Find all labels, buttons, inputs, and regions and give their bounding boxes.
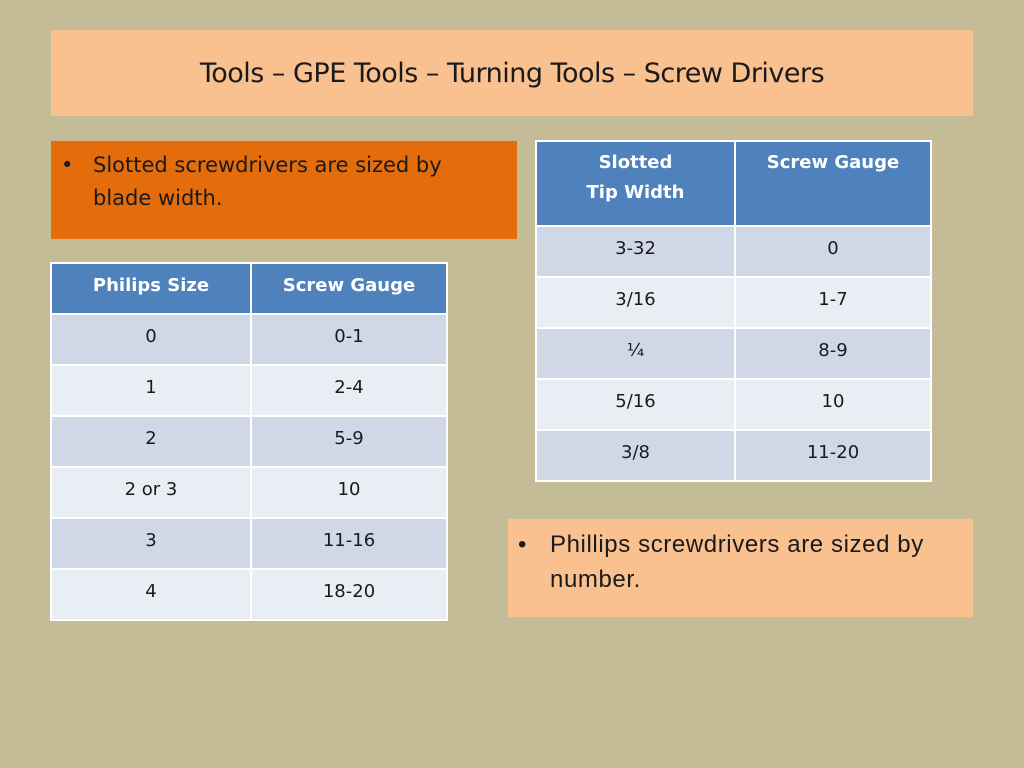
table-row (51, 467, 447, 518)
table-row (536, 430, 931, 481)
table-header-row (536, 141, 931, 226)
philips-size-table (50, 262, 448, 621)
table-row (51, 365, 447, 416)
philips-size-cell: 2 (51, 416, 251, 467)
tip-width-cell: ¼ (536, 328, 735, 379)
screw-gauge-cell: 18-20 (251, 569, 447, 620)
screw-gauge-cell: 11-20 (735, 430, 931, 481)
header-screw-gauge (735, 141, 931, 226)
table-row (51, 569, 447, 620)
philips-size-cell: 3 (51, 518, 251, 569)
screw-gauge-cell: 0-1 (251, 314, 447, 365)
tip-width-cell: 3/8 (536, 430, 735, 481)
screw-gauge-cell: 8-9 (735, 328, 931, 379)
screw-gauge-cell: 10 (251, 467, 447, 518)
header-philips-size: Philips Size (51, 263, 251, 314)
screw-gauge-cell: 1-7 (735, 277, 931, 328)
bullet: • (61, 153, 74, 177)
screw-gauge-cell: 5-9 (251, 416, 447, 467)
slotted-callout-text: Slotted screwdrivers are sized by blade width. (93, 153, 442, 210)
table-row (536, 226, 931, 277)
philips-size-cell: 4 (51, 569, 251, 620)
table-row (51, 518, 447, 569)
table-row (536, 277, 931, 328)
header-line: Slotted (598, 152, 673, 173)
philips-size-cell: 0 (51, 314, 251, 365)
screw-gauge-cell: 2-4 (251, 365, 447, 416)
tip-width-cell: 5/16 (536, 379, 735, 430)
bullet: • (518, 531, 528, 558)
header-line: Screw Gauge (766, 152, 900, 173)
title-banner (51, 30, 973, 116)
tip-width-cell: 3-32 (536, 226, 735, 277)
table-header-row (51, 263, 447, 314)
table-row (51, 416, 447, 467)
table-row (51, 314, 447, 365)
header-slotted-tip-width (536, 141, 735, 226)
header-screw-gauge: Screw Gauge (251, 263, 447, 314)
philips-size-cell: 1 (51, 365, 251, 416)
table-row (536, 379, 931, 430)
screw-gauge-cell: 0 (735, 226, 931, 277)
header-line: Tip Width (586, 182, 685, 203)
phillips-callout (508, 519, 973, 617)
slide-title: Tools – GPE Tools – Turning Tools – Screw Drivers (199, 57, 825, 89)
screw-gauge-cell: 11-16 (251, 518, 447, 569)
phillips-callout-text: Phillips screwdrivers are sized by number. (550, 531, 924, 593)
philips-size-cell: 2 or 3 (51, 467, 251, 518)
screw-gauge-cell: 10 (735, 379, 931, 430)
table-row (536, 328, 931, 379)
tip-width-cell: 3/16 (536, 277, 735, 328)
slotted-callout (51, 141, 517, 239)
slotted-tip-width-table (535, 140, 932, 482)
